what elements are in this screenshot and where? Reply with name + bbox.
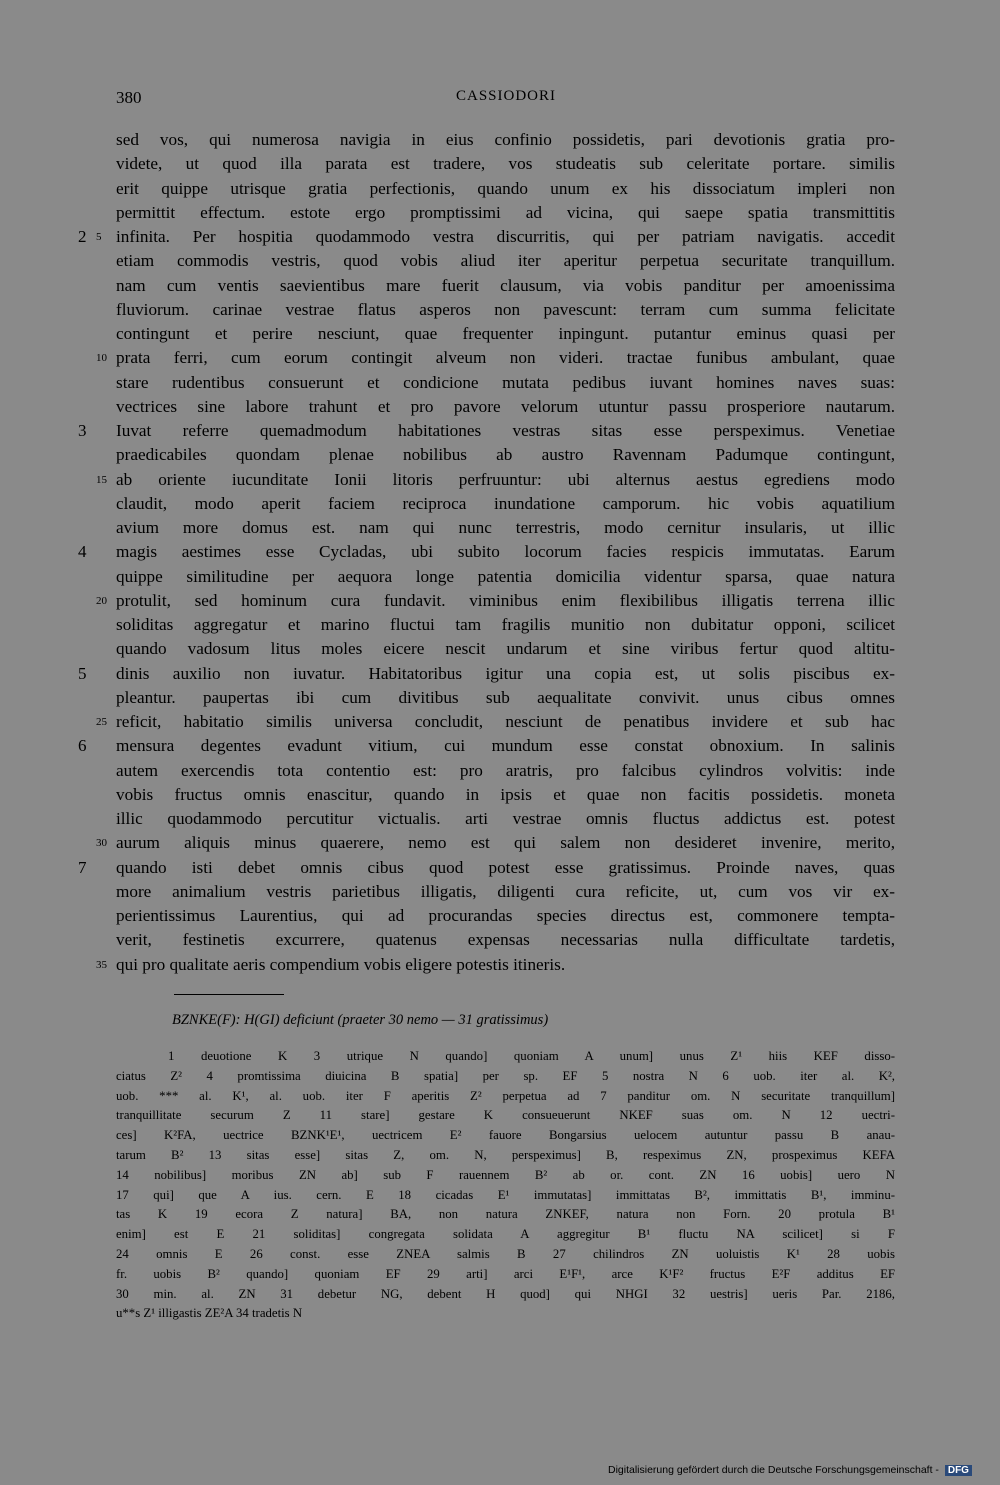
apparatus-line (0, 1265, 1000, 1285)
line-text: praedicabiles quondam plenae nobilibus ab austro Ravennam Padumque contingunt, (116, 445, 895, 465)
text-line (0, 613, 1000, 637)
apparatus-line (0, 1166, 1000, 1186)
text-line (0, 201, 1000, 225)
apparatus-text: tas K 19 ecora Z natura] BA, non natura ZNKEF, natura non Forn. 20 protula B¹ (116, 1207, 895, 1222)
line-number: 15 (96, 473, 107, 486)
apparatus-text: 17 qui] que A ius. cern. E 18 cicadas E¹ immutatas] immittatas B², immittatis B¹, imminu- (116, 1187, 895, 1202)
section-number: 4 (78, 542, 87, 562)
line-number: 10 (96, 352, 107, 365)
section-number: 5 (78, 663, 87, 683)
section-number: 2 (78, 227, 87, 246)
text-line (0, 637, 1000, 661)
line-text: protulit, sed hominum cura fundavit. viminibus enim flexibilibus illigatis terrena illic (116, 590, 895, 610)
apparatus-text: ciatus Z² 4 promtissima diuicina B spatia] per sp. EF 5 nostra N 6 uob. iter al. K², (116, 1068, 895, 1083)
text-line (0, 177, 1000, 201)
apparatus-text: ces] K²FA, uectrice BZNK¹E¹, uectricem E² fauore Bongarsius uelocem autuntur passu B anau- (116, 1128, 895, 1143)
page-header (116, 88, 896, 114)
line-text: ab oriente iucunditate Ionii litoris perfruuntur: ubi alternus aestus egrediens modo (116, 469, 895, 489)
text-line (0, 953, 1000, 977)
apparatus-line (0, 1245, 1000, 1265)
text-line (0, 710, 1000, 734)
funding-footer (608, 1464, 972, 1476)
apparatus-line (0, 1126, 1000, 1146)
line-number: 25 (96, 716, 107, 728)
line-text: vobis fructus omnis enascitur, quando in ipsis et quae non facitis possidetis. moneta (116, 784, 895, 804)
text-line (0, 928, 1000, 952)
line-text: fluviorum. carinae vestrae flatus asperos non pavescunt: terram cum summa felicitate (116, 299, 895, 319)
line-text: videte, ut quod illa parata est tradere, vos studeatis sub celeritate portare. similis (116, 154, 895, 174)
text-line (0, 807, 1000, 831)
line-text: quando vadosum litus moles eicere nescit undarum et sine viribus fertur quod altitu- (116, 639, 895, 659)
text-line (0, 565, 1000, 589)
text-line (0, 492, 1000, 516)
critical-apparatus (0, 1047, 1000, 1324)
text-line (0, 371, 1000, 395)
line-text: quando isti debet omnis cibus quod potest esse gratissimus. Proinde naves, quas (116, 857, 895, 877)
apparatus-line (0, 1205, 1000, 1225)
line-number: 20 (96, 594, 107, 607)
text-line (0, 516, 1000, 540)
line-text: qui pro qualitate aeris compendium vobis eligere potestis itineris. (116, 954, 566, 974)
line-text: vectrices sine labore trahunt et pro pavore velorum utuntur passu prosperiore nautarum. (116, 396, 895, 416)
running-head: CASSIODORI (455, 88, 556, 104)
text-line (0, 419, 1000, 443)
apparatus-line (0, 1087, 1000, 1107)
apparatus-line (0, 1146, 1000, 1166)
apparatus-text: tranquillitate securum Z 11 stare] gestare K consueuerunt NKEF suas om. N 12 uectri- (116, 1108, 895, 1123)
apparatus-line (0, 1285, 1000, 1305)
section-number: 3 (78, 421, 87, 440)
line-text: perientissimus Laurentius, qui ad procurandas species directus est, commonere tempta- (116, 906, 895, 925)
line-text: stare rudentibus consuerunt et condicione mutata pedibus iuvant homines naves suas: (116, 372, 895, 392)
line-text: autem exercendis tota contentio est: pro aratris, pro falcibus cylindros volvitis: inde (116, 760, 895, 780)
main-text (0, 128, 1000, 977)
text-line (0, 346, 1000, 370)
line-number: 30 (96, 837, 107, 850)
footer-text: Digitalisierung gefördert durch die Deutsche Forschungsgemeinschaft - (608, 1464, 939, 1476)
line-text: claudit, modo aperit faciem reciproca inundatione camporum. hic vobis aquatilium (116, 493, 895, 513)
apparatus-line (0, 1047, 1000, 1067)
line-number: 5 (96, 231, 102, 243)
text-line (0, 686, 1000, 710)
apparatus-text: 30 min. al. ZN 31 debetur NG, debent H quod] qui NHGI 32 uestris] ueris Par. 2186, (116, 1286, 895, 1301)
text-line (0, 443, 1000, 467)
apparatus-text: 24 omnis E 26 const. esse ZNEA salmis B 27 chilindros ZN uoluistis K¹ 28 uobis (116, 1246, 895, 1261)
dfg-logo: DFG (945, 1465, 972, 1476)
text-line (0, 904, 1000, 928)
section-number: 6 (78, 736, 87, 756)
line-text: infinita. Per hospitia quodammodo vestra discurritis, qui per patriam navigatis. accedit (116, 227, 895, 246)
section-number: 7 (78, 857, 87, 877)
text-line (0, 249, 1000, 273)
witness-note: BZNKE(F): H(GI) deficiunt (praeter 30 nemo — 31 gratissimus) (172, 1012, 549, 1028)
apparatus-text: enim] est E 21 soliditas] congregata solidata A aggregitur B¹ fluctu NA scilicet] si F (116, 1227, 895, 1242)
apparatus-line (0, 1067, 1000, 1087)
text-line (0, 880, 1000, 904)
line-text: sed vos, qui numerosa navigia in eius confinio possidetis, pari devotionis gratia pro- (116, 130, 895, 149)
line-text: reficit, habitatio similis universa concludit, nesciunt de penatibus invidere et sub hac (116, 712, 895, 731)
text-line (0, 274, 1000, 298)
apparatus-line (0, 1225, 1000, 1245)
text-line (0, 395, 1000, 419)
line-text: permittit effectum. estote ergo promptissimi ad vicina, qui saepe spatia transmittitis (116, 202, 895, 222)
text-line (0, 128, 1000, 152)
apparatus-divider (174, 994, 284, 995)
text-line (0, 734, 1000, 758)
line-text: mensura degentes evadunt vitium, cui mundum esse constat obnoxium. In salinis (116, 736, 895, 756)
line-text: aurum aliquis minus quaerere, nemo est qui salem non desideret invenire, merito, (116, 833, 895, 853)
line-text: contingunt et perire nesciunt, quae frequenter inpingunt. putantur eminus quasi per (116, 324, 895, 343)
apparatus-line (0, 1186, 1000, 1206)
line-text: illic quodammodo percutitur victualis. arti vestrae omnis fluctus addictus est. potest (116, 809, 895, 828)
text-line (0, 540, 1000, 564)
apparatus-text: uob. *** al. K¹, al. uob. iter F aperitis Z² perpetua ad 7 panditur om. N securitate tranquillum] (116, 1088, 895, 1103)
line-text: magis aestimes esse Cycladas, ubi subito locorum facies respicis immutatas. Earum (116, 542, 895, 562)
line-text: dinis auxilio non iuvatur. Habitatoribus igitur una copia est, ut solis piscibus ex- (116, 663, 895, 683)
line-text: nam cum ventis saevientibus mare fuerit clausum, via vobis panditur per amoenissima (116, 275, 895, 295)
text-line (0, 589, 1000, 613)
text-line (0, 225, 1000, 249)
line-number: 35 (96, 958, 107, 971)
line-text: more animalium vestris parietibus illigatis, diligenti cura reficite, ut, cum vos vir ex- (116, 881, 895, 901)
text-line (0, 152, 1000, 176)
text-line (0, 298, 1000, 322)
text-line (0, 856, 1000, 880)
text-line (0, 662, 1000, 686)
line-text: etiam commodis vestris, quod vobis aliud iter aperitur perpetua securitate tranquillum. (116, 251, 895, 271)
line-text: verit, festinetis excurrere, quatenus expensas necessarias nulla difficultate tardetis, (116, 930, 895, 950)
page-number: 380 (116, 88, 142, 107)
apparatus-text: 14 nobilibus] moribus ZN ab] sub F rauennem B² ab or. cont. ZN 16 uobis] uero N (116, 1167, 895, 1182)
line-text: soliditas aggregatur et marino fluctui tam fragilis munitio non dubitatur opponi, scilicet (116, 615, 895, 634)
text-line (0, 322, 1000, 346)
text-line (0, 759, 1000, 783)
line-text: Iuvat referre quemadmodum habitationes vestras sitas esse perspeximus. Venetiae (116, 421, 895, 440)
text-line (0, 831, 1000, 855)
line-text: pleantur. paupertas ibi cum divitibus sub aequalitate convivit. unus cibus omnes (116, 687, 895, 707)
text-line (0, 783, 1000, 807)
line-text: avium more domus est. nam qui nunc terrestris, modo cernitur insularis, ut illic (116, 518, 895, 537)
apparatus-text: fr. uobis B² quando] quoniam EF 29 arti] arci E¹F¹, arce K¹F² fructus E²F additus EF (116, 1266, 895, 1281)
apparatus-text: u**s Z¹ illigastis ZE²A 34 tradetis N (116, 1306, 303, 1321)
text-line (0, 468, 1000, 492)
apparatus-line (0, 1106, 1000, 1126)
apparatus-text: tarum B² 13 sitas esse] sitas Z, om. N, perspeximus] B, respeximus ZN, prospeximus KEFA (116, 1147, 895, 1162)
apparatus-text: 1 deuotione K 3 utrique N quando] quoniam A unum] unus Z¹ hiis KEF disso- (168, 1049, 895, 1063)
line-text: erit quippe utrisque gratia perfectionis, quando unum ex his dissociatum impleri non (116, 178, 895, 198)
apparatus-line (0, 1304, 1000, 1324)
line-text: prata ferri, cum eorum contingit alveum non videri. tractae funibus ambulant, quae (116, 348, 895, 368)
line-text: quippe similitudine per aequora longe patentia domicilia videntur sparsa, quae natura (116, 566, 895, 586)
